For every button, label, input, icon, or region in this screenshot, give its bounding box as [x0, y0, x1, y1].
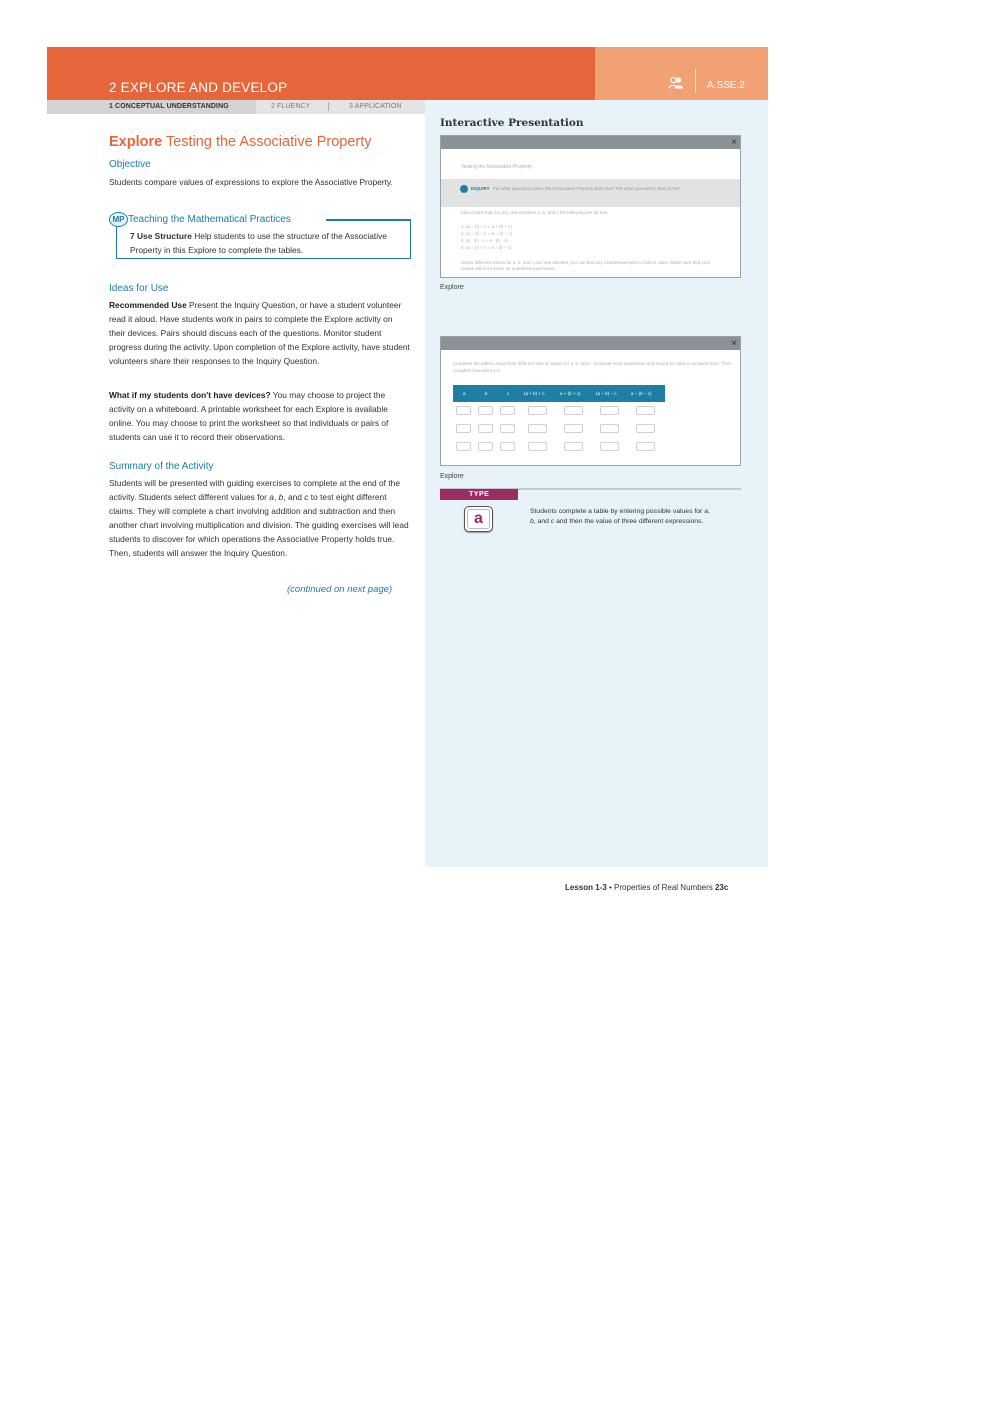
table-input-cell[interactable] — [528, 406, 547, 415]
table-input-cell[interactable] — [600, 406, 619, 415]
footer-page-number: 23c — [714, 883, 729, 892]
type-icon-letter: a — [467, 509, 490, 529]
page-footer — [565, 883, 728, 892]
ideas-p2-lead: What if my students don't have devices? — [109, 390, 271, 400]
mp-body — [130, 229, 405, 257]
type-label: TYPE — [469, 491, 490, 498]
interactive-presentation-heading: Interactive Presentation — [440, 117, 584, 129]
type-description — [530, 507, 715, 526]
summary-var-c: c — [304, 492, 309, 502]
table-input-cell[interactable] — [600, 442, 619, 451]
mp-lead: 7 Use Structure — [130, 231, 192, 241]
explore-screenshot-2[interactable] — [440, 336, 741, 466]
table-input-cell[interactable] — [456, 442, 471, 451]
table-input-cell[interactable] — [456, 424, 471, 433]
section-title: 2 EXPLORE AND DEVELOP — [109, 80, 288, 95]
mp-heading: Teaching the Mathematical Practices — [128, 214, 291, 225]
text-cursor-a-icon — [464, 506, 493, 532]
close-icon[interactable]: × — [731, 137, 737, 148]
table-input-cell[interactable] — [500, 424, 515, 433]
type-sep-1: , — [707, 508, 710, 515]
table-input-cell[interactable] — [564, 424, 583, 433]
ideas-p1-body: Present the Inquiry Question, or have a student volunteer read it aloud. Have students work in pairs to complete the Explore activity on their devices. Pairs should discuss each of the questions. Monitor student progress during the activity. Upon completion of the Explore activity, have student volunteers share their responses to the Inquiry Question. — [109, 300, 410, 366]
table-input-cell[interactable] — [478, 406, 493, 415]
type-sep-2: , and — [533, 517, 551, 525]
screen1-claim-4: 4. (a ÷ b) ÷ c = a ÷ (b ÷ c) — [461, 245, 512, 250]
table-input-cell[interactable] — [500, 442, 515, 451]
continued-link[interactable]: (continued on next page) — [287, 584, 393, 595]
header-divider — [695, 69, 696, 93]
mp-body-text: Help students to use the structure of the Associative Property in this Explore to complete the tables. — [130, 231, 387, 255]
table-input-cell[interactable] — [478, 442, 493, 451]
tab-application[interactable]: 3 APPLICATION — [349, 103, 402, 110]
table-input-cell[interactable] — [564, 406, 583, 415]
type-desc-2: and then the value of three different expressions. — [554, 517, 704, 525]
summary-sep-1: , — [273, 492, 279, 502]
col-header-b: b — [485, 391, 488, 396]
summary-text-2: to test eight different claims. They will complete a chart involving addition and subtraction and then another chart involving multiplication and division. The guiding exercises will lead students to discover for which operations the Associative Property holds true. Then, students will answer the Inquiry Question. — [109, 492, 409, 558]
type-desc-1: Students complete a table by entering possible values for — [530, 508, 705, 515]
tab-fluency[interactable]: 2 FLUENCY — [271, 103, 311, 110]
table-input-cell[interactable] — [564, 442, 583, 451]
standard-header-bar — [595, 47, 768, 100]
screenshot-2-caption: Explore — [440, 473, 464, 480]
tab-divider — [328, 102, 329, 111]
screen1-claim-2: 2. (a − b) − c = a − (b − c) — [461, 231, 513, 236]
table-input-cell[interactable] — [636, 424, 655, 433]
inquiry-icon — [460, 185, 468, 193]
col-header-expr-4: a − (b − c) — [631, 391, 652, 396]
mp-badge-icon: MP — [109, 212, 128, 227]
footer-title: Properties of Real Numbers — [614, 883, 715, 892]
ideas-heading: Ideas for Use — [109, 283, 169, 294]
screen1-title: Testing the Associative Property — [461, 164, 532, 170]
screen2-instructions: Complete the tables using three different sets of values for a, b, and c. Evaluate each expression and record its value in simplest form. Then complete Exercises 1-2. — [453, 361, 732, 373]
type-var-b: b — [530, 517, 534, 525]
summary-body — [109, 476, 411, 560]
col-header-expr-2: a + (b + c) — [560, 391, 581, 396]
table-input-cell[interactable] — [478, 424, 493, 433]
screen1-inquiry-text: For what operations does the Associative Property hold true? For what operations does it not? — [493, 186, 681, 191]
explore-title-text: Testing the Associative Property — [165, 134, 372, 150]
summary-heading: Summary of the Activity — [109, 461, 214, 472]
col-header-c: c — [507, 391, 510, 396]
col-header-expr-3: (a − b) − c — [596, 391, 617, 396]
ideas-paragraph-2 — [109, 388, 411, 444]
explore-screenshot-1[interactable] — [440, 135, 741, 278]
ideas-p1-lead: Recommended Use — [109, 300, 187, 310]
type-var-c: c — [550, 517, 555, 525]
type-var-a: a — [704, 508, 708, 515]
table-input-cell[interactable] — [600, 424, 619, 433]
screenshot-1-caption: Explore — [440, 284, 464, 291]
screen1-claims-intro: Kiko claims that, for any real numbers a, b, and c the following are all true. — [461, 210, 609, 215]
table-input-cell[interactable] — [636, 442, 655, 451]
explore-keyword: Explore — [109, 134, 163, 150]
table-input-cell[interactable] — [528, 442, 547, 451]
col-header-a: a — [463, 391, 466, 396]
summary-text-1: Students will be presented with guiding exercises to complete at the end of the activity. Students select different values for — [109, 478, 400, 502]
table-input-cell[interactable] — [528, 424, 547, 433]
col-header-expr-1: (a + b) + c — [524, 391, 545, 396]
screen1-inquiry-band — [441, 179, 740, 207]
close-icon[interactable]: × — [731, 338, 737, 349]
summary-var-a: a — [269, 492, 274, 502]
screen1-inquiry-badge: INQUIRY — [471, 186, 490, 191]
ideas-p2-body: You may choose to project the activity on a whiteboard. A printable worksheet for each Explore is available online. You may choose to print the worksheet so that individuals or pairs of students can use it to record their observations. — [109, 390, 389, 442]
screen1-claim-3: 3. (a · b) · c = a · (b · c) — [461, 238, 508, 243]
two-people-icon — [668, 76, 684, 90]
screenshot-2-titlebar — [441, 337, 740, 350]
table-input-cell[interactable] — [500, 406, 515, 415]
screen1-claim-1: 1. (a − b) + c = a + (b + c) — [461, 224, 513, 229]
table-input-cell[interactable] — [636, 406, 655, 415]
objective-body: Students compare values of expressions to explore the Associative Property. — [109, 177, 393, 187]
table-input-cell[interactable] — [456, 406, 471, 415]
screenshot-1-titlebar — [441, 136, 740, 149]
standard-code: A.SSE.2 — [707, 80, 745, 91]
ideas-paragraph-1 — [109, 298, 411, 368]
footer-lesson: Lesson 1-3 — [565, 883, 607, 892]
summary-var-b: b — [278, 492, 284, 502]
objective-heading: Objective — [109, 159, 151, 170]
explore-title — [109, 134, 372, 150]
summary-sep-2: , and — [283, 492, 305, 502]
screen1-footer-text: Select different values for a, b, and c and see whether you can find any counterexamples to Kiko's claim. Make sure that your values will not involve an undefined expression. — [461, 260, 711, 271]
mp-callout-rule — [326, 219, 411, 221]
tab-conceptual-understanding-label: 1 CONCEPTUAL UNDERSTANDING — [109, 103, 229, 110]
footer-bullet: • — [606, 883, 615, 892]
